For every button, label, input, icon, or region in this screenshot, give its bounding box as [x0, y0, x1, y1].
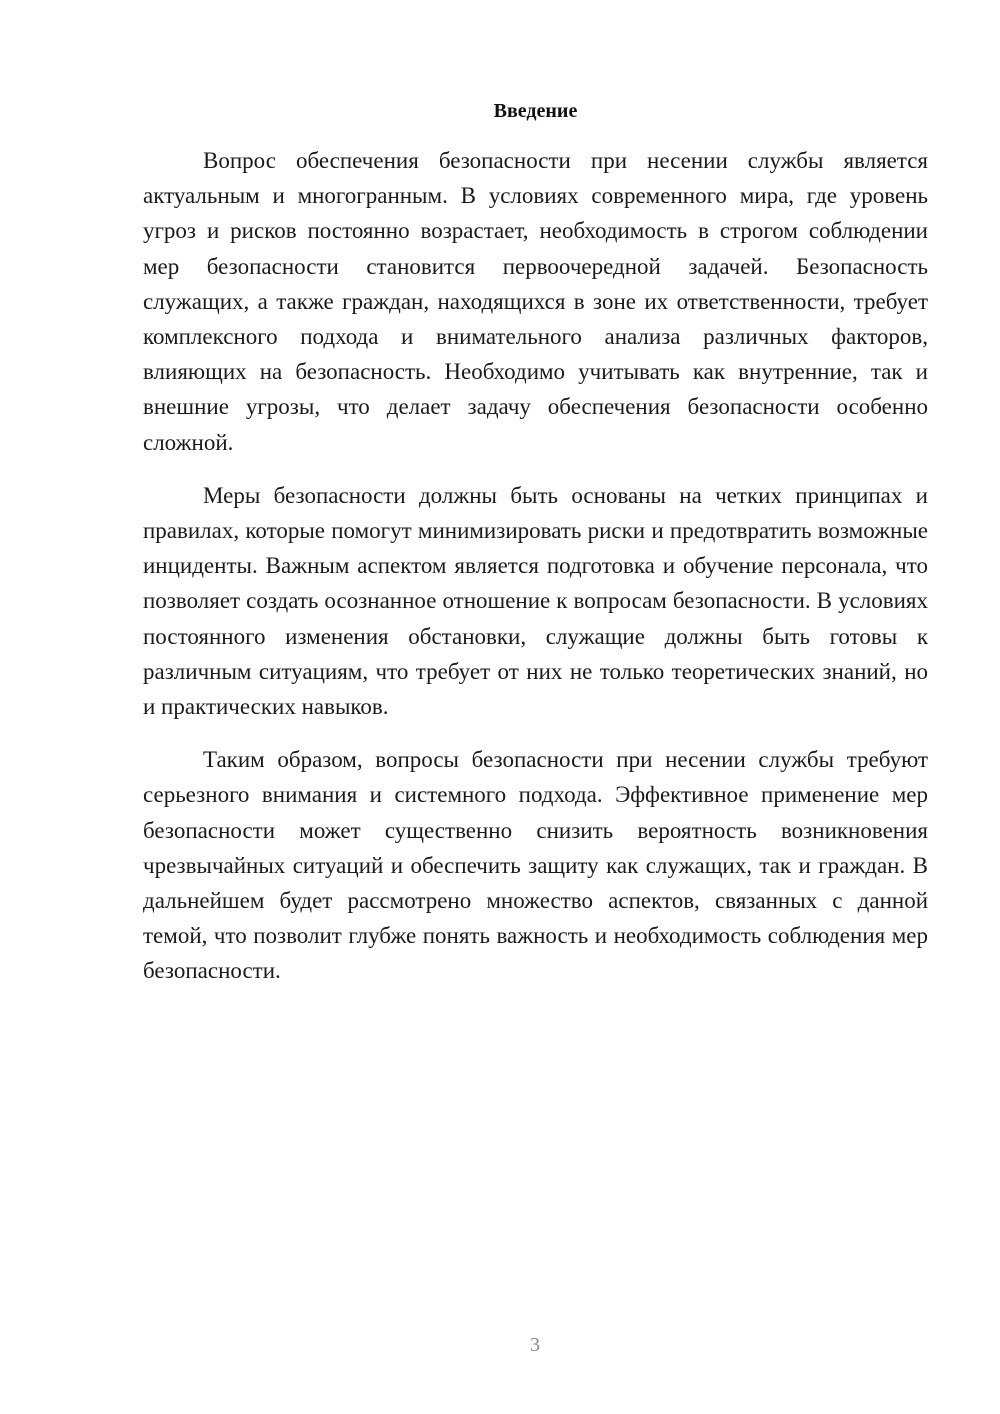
page-content — [143, 98, 928, 989]
paragraph-3: Таким образом, вопросы безопасности при несении службы требуют серьезного внимания и системного подхода. Эффективное применение мер безопасности может существенно снизить вероятность возникновения чрезвычайных ситуаций и обеспечить защиту как служащих, так и граждан. В дальнейшем будет рассмотрено множество аспектов, связанных с данной темой, что позволит глубже понять важность и необходимость соблюдения мер безопасности. — [143, 747, 928, 984]
section-title: Введение — [493, 100, 578, 122]
paragraph-1: Вопрос обеспечения безопасности при несении службы является актуальным и многогранным. В условиях современного мира, где уровень угроз и рисков постоянно возрастает, необходимость в строгом соблюдении мер безопасности становится первоочередной задачей. Безопасность служащих, а также граждан, находящихся в зоне их ответственности, требует комплексного подхода и внимательного анализа различных факторов, влияющих на безопасность. Необходимо учитывать как внутренние, так и внешние угрозы, что делает задачу обеспечения безопасности особенно сложной. — [143, 148, 928, 455]
page-number: 3 — [530, 1334, 540, 1356]
paragraph-2: Меры безопасности должны быть основаны на четких принципах и правилах, которые помогут минимизировать риски и предотвратить возможные инциденты. Важным аспектом является подготовка и обучение персонала, что позволяет создать осознанное отношение к вопросам безопасности. В условиях постоянного изменения обстановки, служащие должны быть готовы к различным ситуациям, что требует от них не только теоретических знаний, но и практических навыков. — [143, 482, 928, 720]
